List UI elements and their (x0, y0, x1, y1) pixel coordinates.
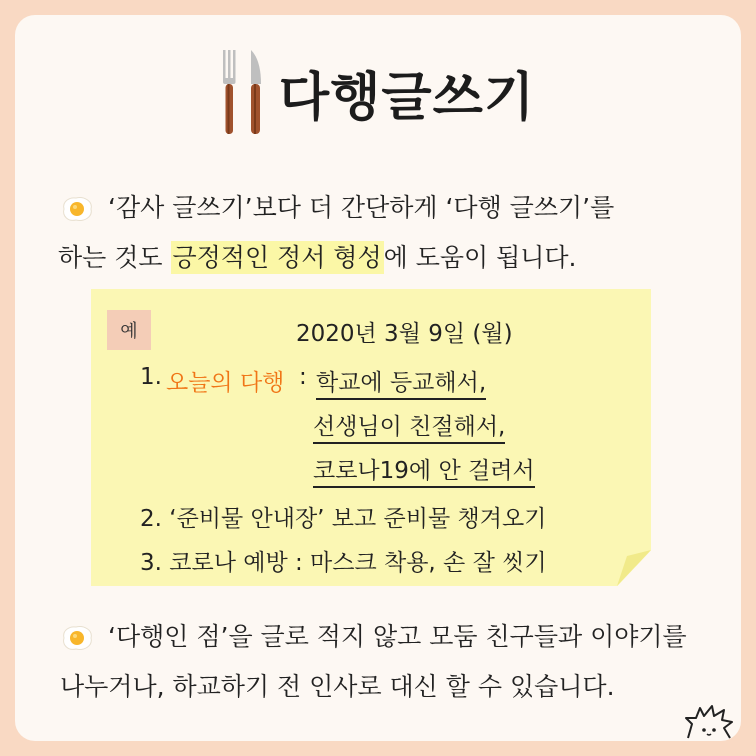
page-title: 다행글쓰기 (278, 67, 536, 128)
example-item-1-number: 1. (140, 364, 162, 390)
example-badge: 예 (107, 310, 151, 350)
fried-egg-icon (60, 624, 94, 652)
paragraph-2-line-2: 나누거나, 하교하기 전 인사로 대신 할 수 있습니다. (60, 672, 615, 701)
paragraph-1-text-2a: 하는 것도 (58, 243, 171, 272)
fried-egg-icon (60, 195, 94, 223)
example-item-3: 3. 코로나 예방 : 마스크 착용, 손 잘 씻기 (140, 550, 547, 576)
example-item-1-line-1: 학교에 등교해서, (316, 364, 486, 400)
note-fold-corner (617, 550, 651, 586)
paragraph-2-text-1: ‘다행인 점’을 글로 적지 않고 모둠 친구들과 이야기를 (108, 622, 687, 651)
sparkle-face-icon (684, 704, 734, 740)
paragraph-1-text-2b: 에 도움이 됩니다. (383, 243, 577, 272)
example-date: 2020년 3월 9일 (월) (296, 321, 513, 347)
paragraph-1 (60, 183, 700, 283)
title-row (0, 50, 756, 134)
paragraph-2 (60, 612, 700, 712)
paragraph-1-line-1 (60, 183, 700, 233)
example-item-1-line-3: 코로나19에 안 걸려서 (313, 452, 535, 488)
example-item-1-line-2: 선생님이 친절해서, (313, 408, 505, 444)
fork-knife-icon (221, 50, 265, 134)
paragraph-1-text-1: ‘감사 글쓰기’보다 더 간단하게 ‘다행 글쓰기’를 (108, 193, 615, 222)
example-item-1-colon: : (299, 364, 307, 390)
example-item-2: 2. ‘준비물 안내장’ 보고 준비물 챙겨오기 (140, 506, 547, 532)
example-item-1-label: 오늘의 다행 (166, 370, 285, 396)
paragraph-2-line-1 (60, 612, 700, 662)
paragraph-1-line-2 (58, 233, 700, 283)
highlighted-phrase: 긍정적인 정서 형성 (172, 243, 382, 272)
